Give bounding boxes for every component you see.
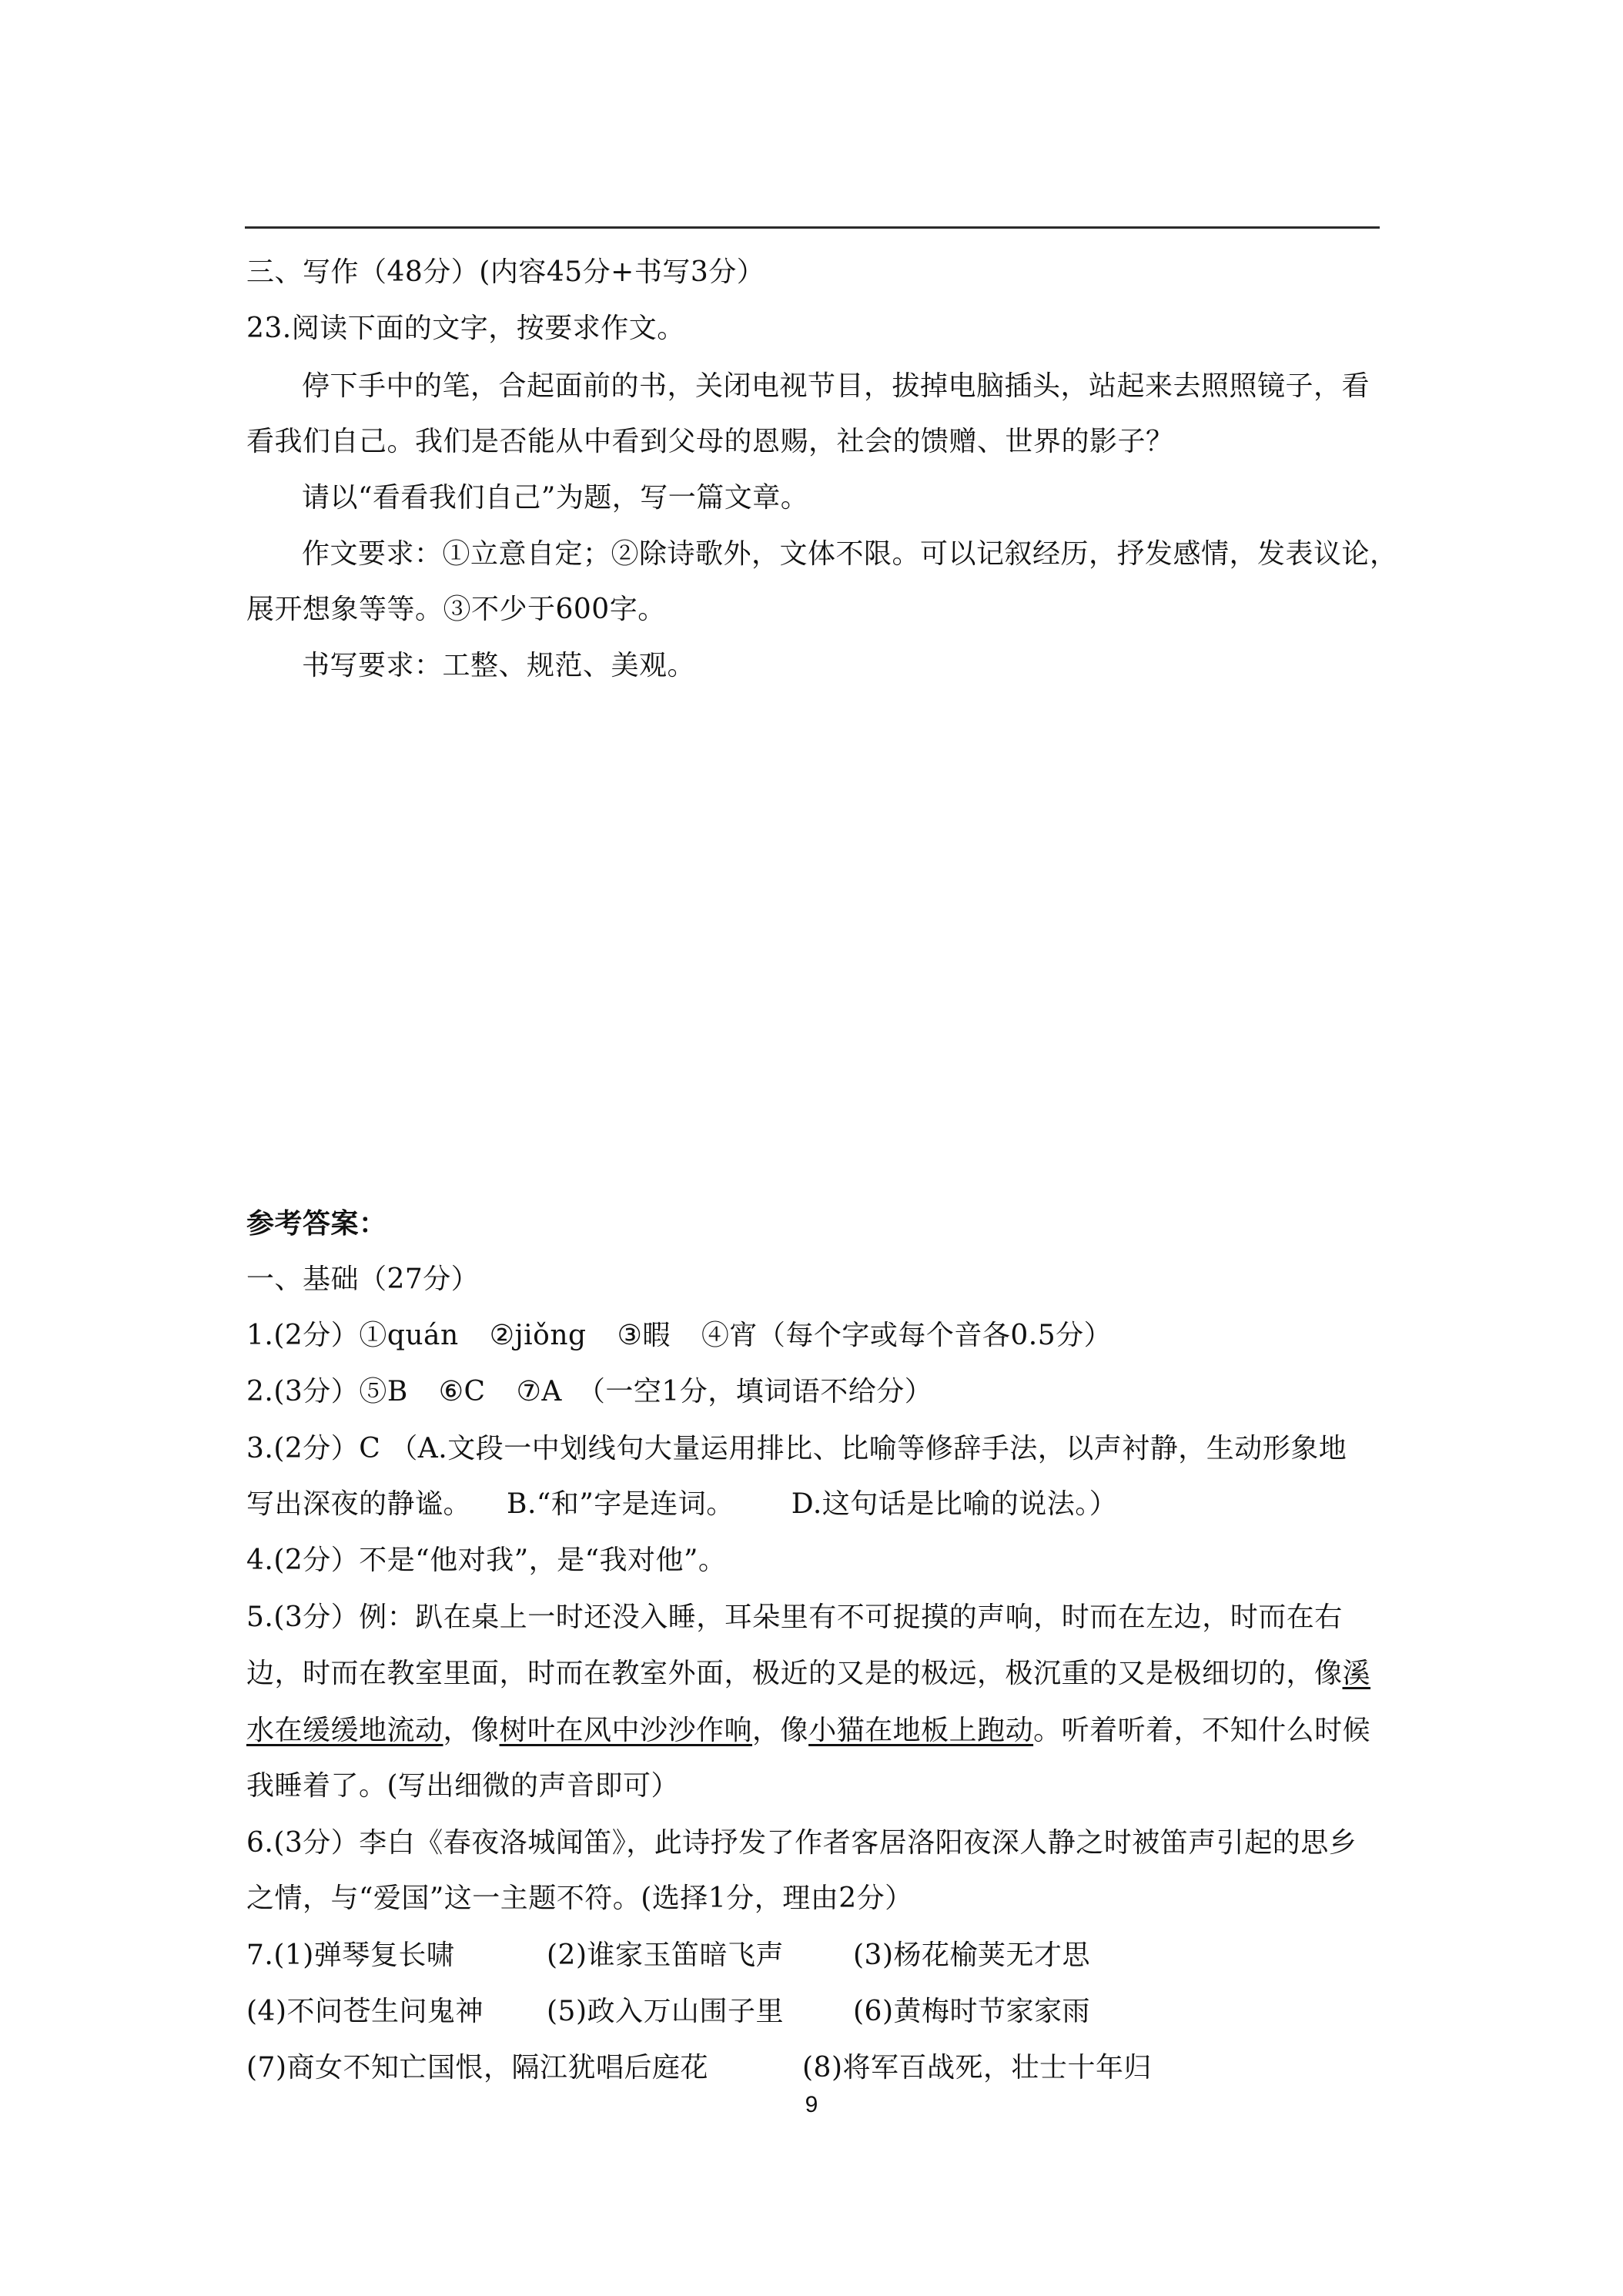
handwriting-requirement: 书写要求：工整、规范、美观。 [302,650,696,681]
answer-1-item-1: ①quán [359,1320,459,1351]
prompt-line-1: 停下手中的笔，合起面前的书，关闭电视节目，拔掉电脑插头，站起来去照照镜子，看 [302,370,1370,402]
answer-5-connector-2: ，像 [752,1715,809,1746]
answer-5-line-2-text: 边，时而在教室里面，时而在教室外面，极近的又是的极远，极沉重的又是极细切的，像 [246,1658,1343,1689]
answer-7-item-2: (2)谁家玉笛暗飞声 [547,1940,784,1971]
page-number: 9 [805,2092,818,2117]
answer-3-part-1: 写出深夜的静谧。 [246,1488,472,1520]
underlined-phrase-stream: 水在缓缓地流动 [246,1715,443,1746]
answer-6-line-2: 之情，与“爱国”这一主题不符。(选择1分，理由2分） [246,1883,913,1914]
title-requirement: 请以“看看我们自己”为题，写一篇文章。 [302,482,809,514]
answer-7-item-1: 7.(1)弹琴复长啸 [246,1940,455,1971]
essay-requirement-line-2: 展开想象等等。③不少于600字。 [246,594,666,625]
answer-1-item-2: ②jiǒng [489,1320,587,1351]
question-23-label: 23.阅读下面的文字，按要求作文。 [246,313,685,344]
answer-3-line-1: 3.(2分）C （A.文段一中划线句大量运用排比、比喻等修辞手法，以声衬静，生动形象地 [246,1433,1347,1464]
header-rule [245,226,1380,229]
answer-2-item-3: ⑦A [516,1376,562,1407]
answer-2 [246,1375,932,1409]
answer-5-line-3-tail: 。听着听着，不知什么时候 [1033,1715,1371,1746]
answer-3-part-2: B.“和”字是连词。 [507,1488,735,1520]
answer-6-line-1: 6.(3分）李白《春夜洛城闻笛》，此诗抒发了作者客居洛阳夜深人静之时被笛声引起的思乡 [246,1827,1357,1859]
essay-requirement-line-1: 作文要求：①立意自定；②除诗歌外，文体不限。可以记叙经历，抒发感情，发表议论， [302,538,1398,570]
answer-7-item-6: (6)黄梅时节家家雨 [853,1996,1090,2027]
answer-5-line-2 [246,1657,1370,1691]
answer-7-item-5: (5)政入万山围子里 [547,1996,784,2027]
answer-1 [246,1319,1112,1353]
answer-5-line-1: 5.(3分）例：趴在桌上一时还没入睡，耳朵里有不可捉摸的声响，时而在左边，时而在右 [246,1602,1343,1633]
answer-4: 4.(2分）不是“他对我”，是“我对他”。 [246,1545,727,1576]
answer-7-item-4: (4)不问苍生问鬼神 [246,1996,484,2027]
answer-1-item-4: ④宵（每个字或每个音各0.5分） [701,1320,1113,1351]
answer-5-line-3 [246,1714,1370,1748]
answer-7-item-3: (3)杨花榆荚无才思 [853,1940,1090,1971]
answer-1-prefix: 1.(2分） [246,1320,360,1351]
answer-3-part-3: D.这句话是比喻的说法。） [791,1488,1118,1520]
answer-2-item-1: ⑤B [359,1376,408,1407]
answer-2-item-2: ⑥C [438,1376,486,1407]
answer-5-line-4: 我睡着了。(写出细微的声音即可） [246,1770,680,1802]
answer-1-item-3: ③暇 [617,1320,671,1351]
answers-heading: 参考答案： [246,1208,387,1240]
answer-7-item-7: (7)商女不知亡国恨，隔江犹唱后庭花 [246,2052,708,2083]
underlined-phrase-stream-start: 溪 [1342,1658,1371,1689]
answer-2-prefix: 2.(3分） [246,1376,360,1407]
underlined-phrase-kitten: 小猫在地板上跑动 [808,1715,1034,1746]
answer-3-line-2 [246,1488,1117,1521]
section-1-heading: 一、基础（27分） [246,1263,480,1295]
writing-section-heading: 三、写作（48分）(内容45分+书写3分） [246,256,765,288]
underlined-phrase-leaves: 树叶在风中沙沙作响 [499,1715,753,1746]
prompt-line-2: 看我们自己。我们是否能从中看到父母的恩赐，社会的馈赠、世界的影子？ [246,426,1174,457]
answer-7-item-8: (8)将军百战死，壮士十年归 [802,2052,1152,2083]
answer-5-connector-1: ，像 [443,1715,500,1746]
answer-2-item-4: （一空1分，填词语不给分） [577,1376,933,1407]
